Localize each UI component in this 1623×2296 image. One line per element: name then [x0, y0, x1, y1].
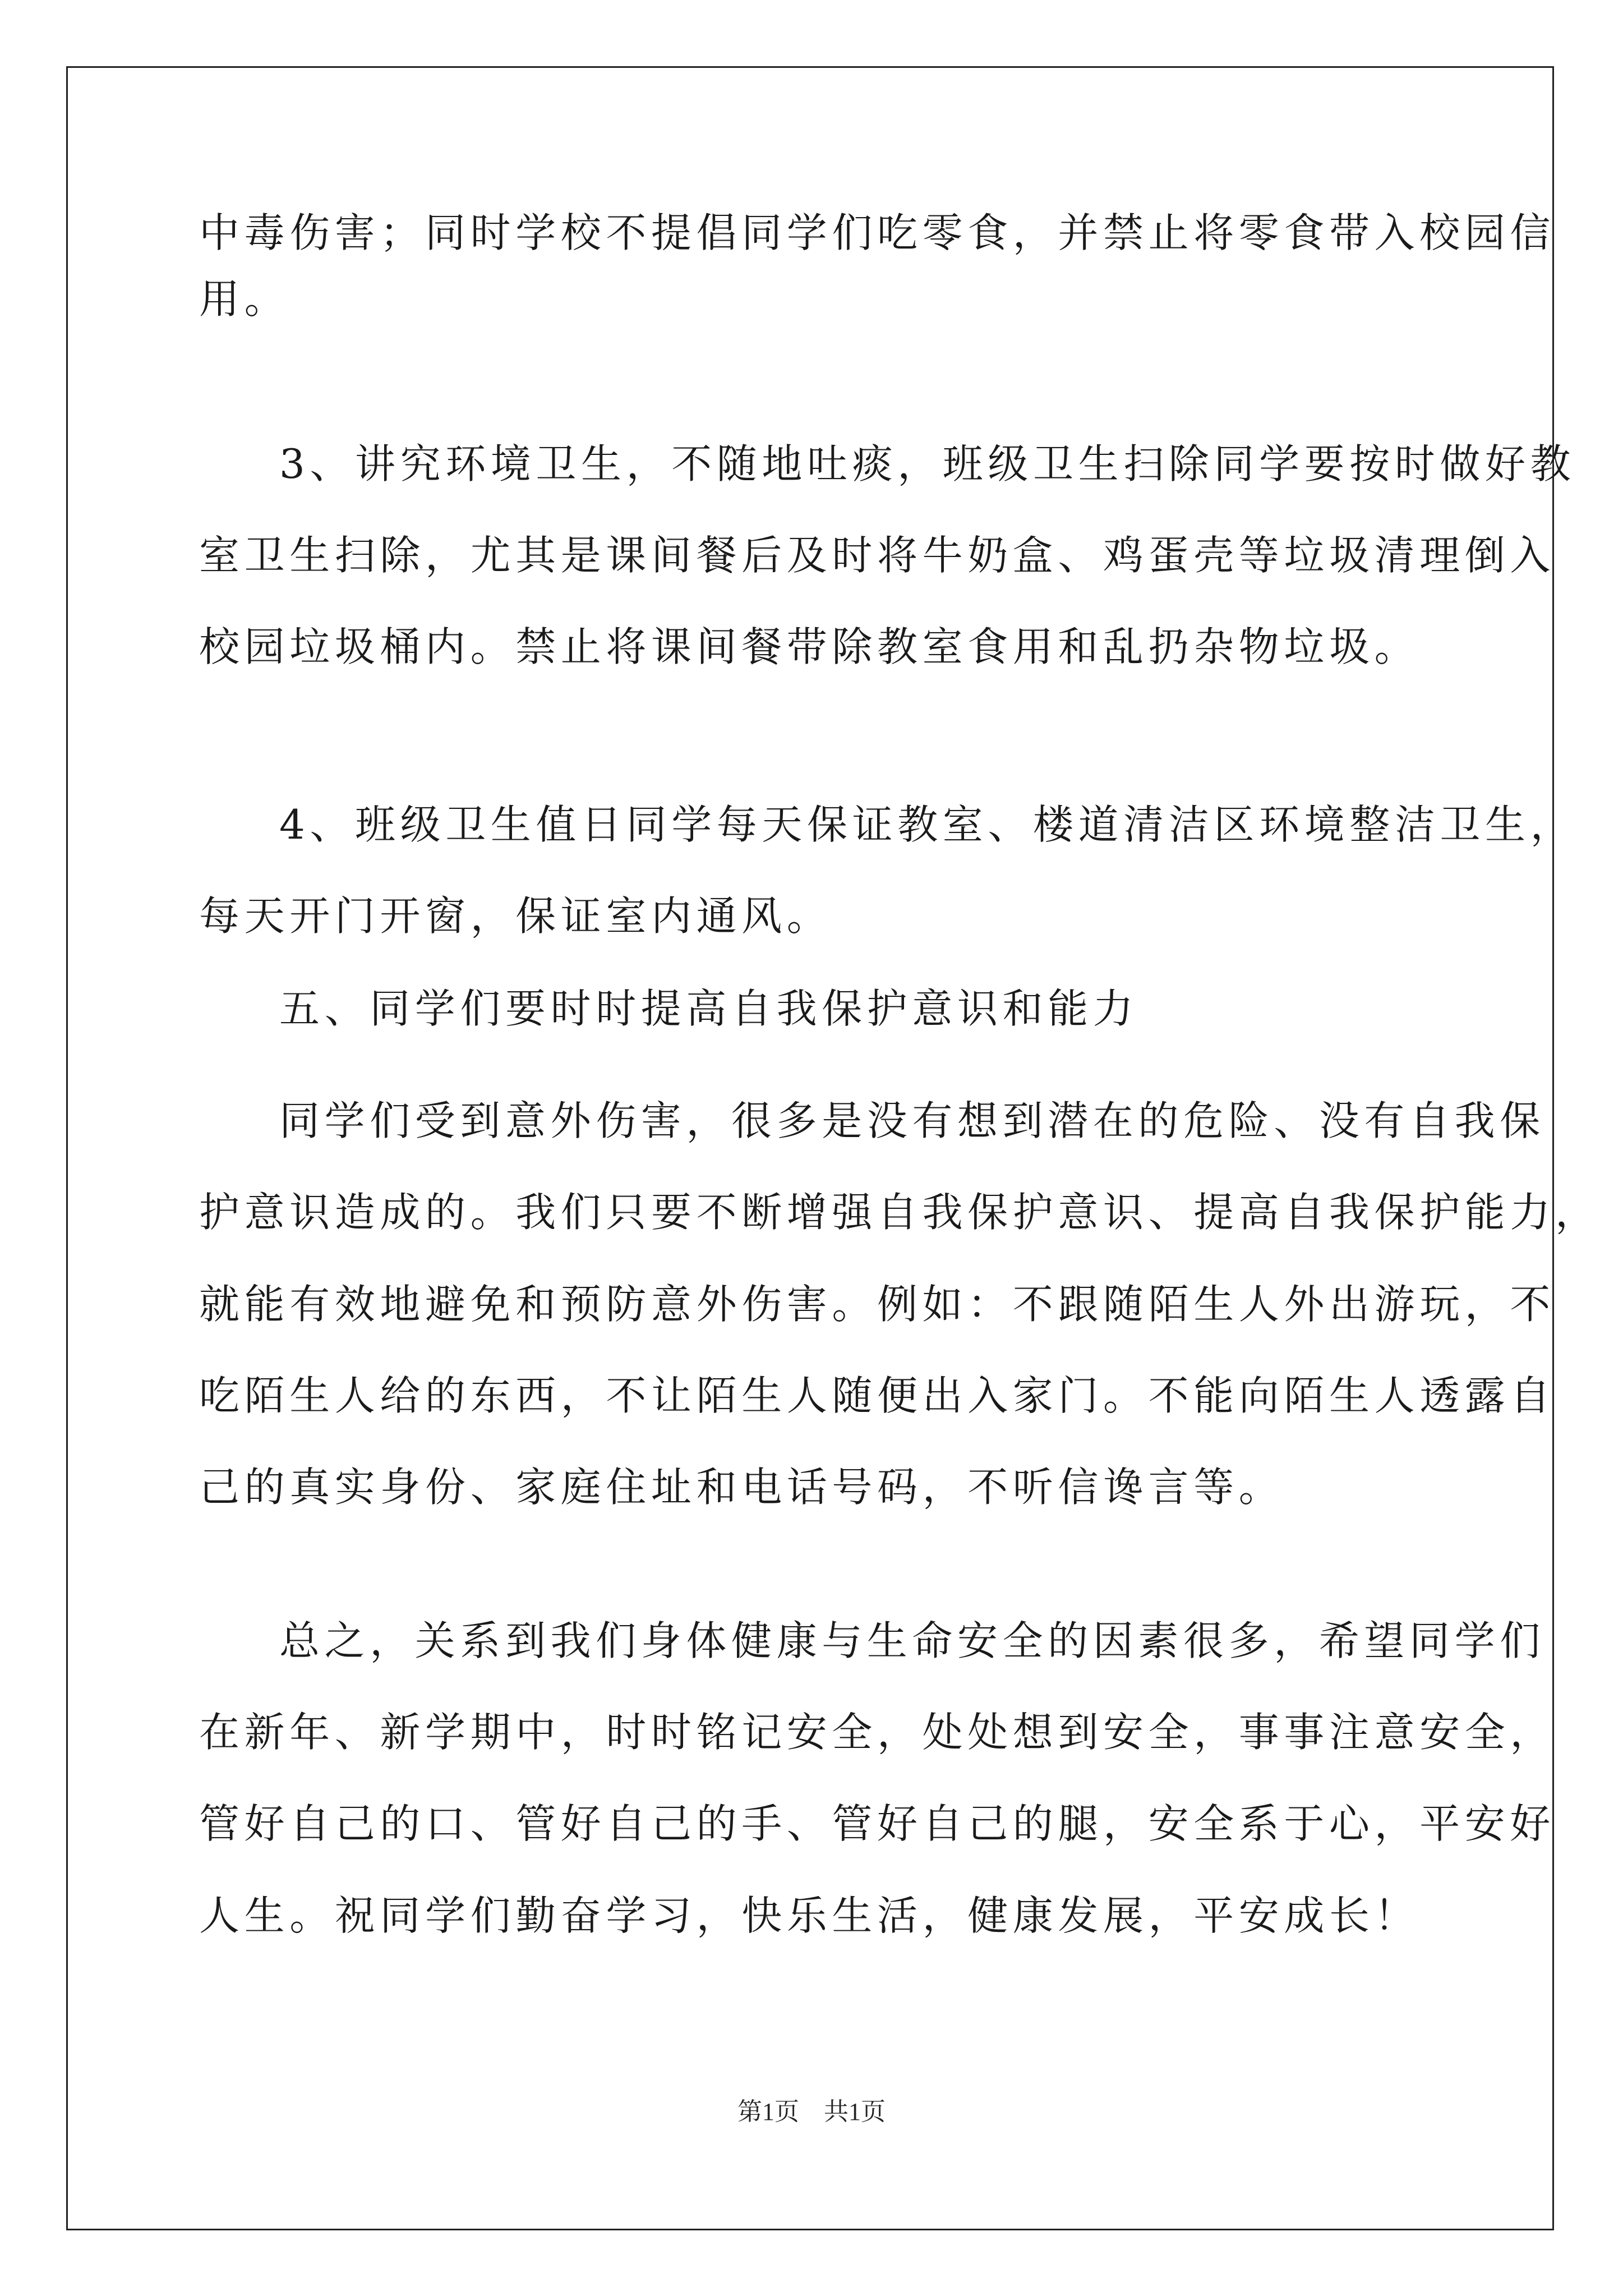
text-line: 室卫生扫除，尤其是课间餐后及时将牛奶盒、鸡蛋壳等垃圾清理倒入 [199, 532, 1556, 579]
text-line: 管好自己的口、管好自己的手、管好自己的腿，安全系于心，平安好 [199, 1800, 1556, 1847]
text-line: 校园垃圾桶内。禁止将课间餐带除教室食用和乱扔杂物垃圾。 [199, 623, 1420, 670]
text-line: 用。 [199, 275, 290, 323]
page-total: 共1页 [824, 2098, 886, 2125]
text-line: 在新年、新学期中，时时铭记安全，处处想到安全，事事注意安全， [199, 1709, 1556, 1756]
text-line: 每天开门开窗，保证室内通风。 [199, 892, 832, 940]
text-line: 4、班级卫生值日同学每天保证教室、楼道清洁区环境整洁卫生， [279, 801, 1576, 848]
text-line: 就能有效地避免和预防意外伤害。例如：不跟随陌生人外出游玩，不 [199, 1281, 1556, 1328]
text-line: 同学们受到意外伤害，很多是没有想到潜在的危险、没有自我保 [279, 1097, 1545, 1144]
page-footer [0, 2095, 1623, 2129]
text-line: 3、讲究环境卫生，不随地吐痰，班级卫生扫除同学要按时做好教 [279, 440, 1576, 487]
text-line: 总之，关系到我们身体健康与生命安全的因素很多，希望同学们 [279, 1617, 1545, 1664]
text-line: 中毒伤害；同时学校不提倡同学们吃零食，并禁止将零食带入校园信 [199, 209, 1556, 256]
text-line: 己的真实身份、家庭住址和电话号码，不听信谗言等。 [199, 1464, 1284, 1511]
section-heading: 五、同学们要时时提高自我保护意识和能力 [279, 985, 1138, 1032]
text-line: 护意识造成的。我们只要不断增强自我保护意识、提高自我保护能力， [199, 1189, 1601, 1236]
text-line: 吃陌生人给的东西，不让陌生人随便出入家门。不能向陌生人透露自 [199, 1372, 1556, 1419]
text-line: 人生。祝同学们勤奋学习，快乐生活，健康发展，平安成长！ [199, 1892, 1420, 1939]
page-number: 第1页 [737, 2098, 799, 2125]
